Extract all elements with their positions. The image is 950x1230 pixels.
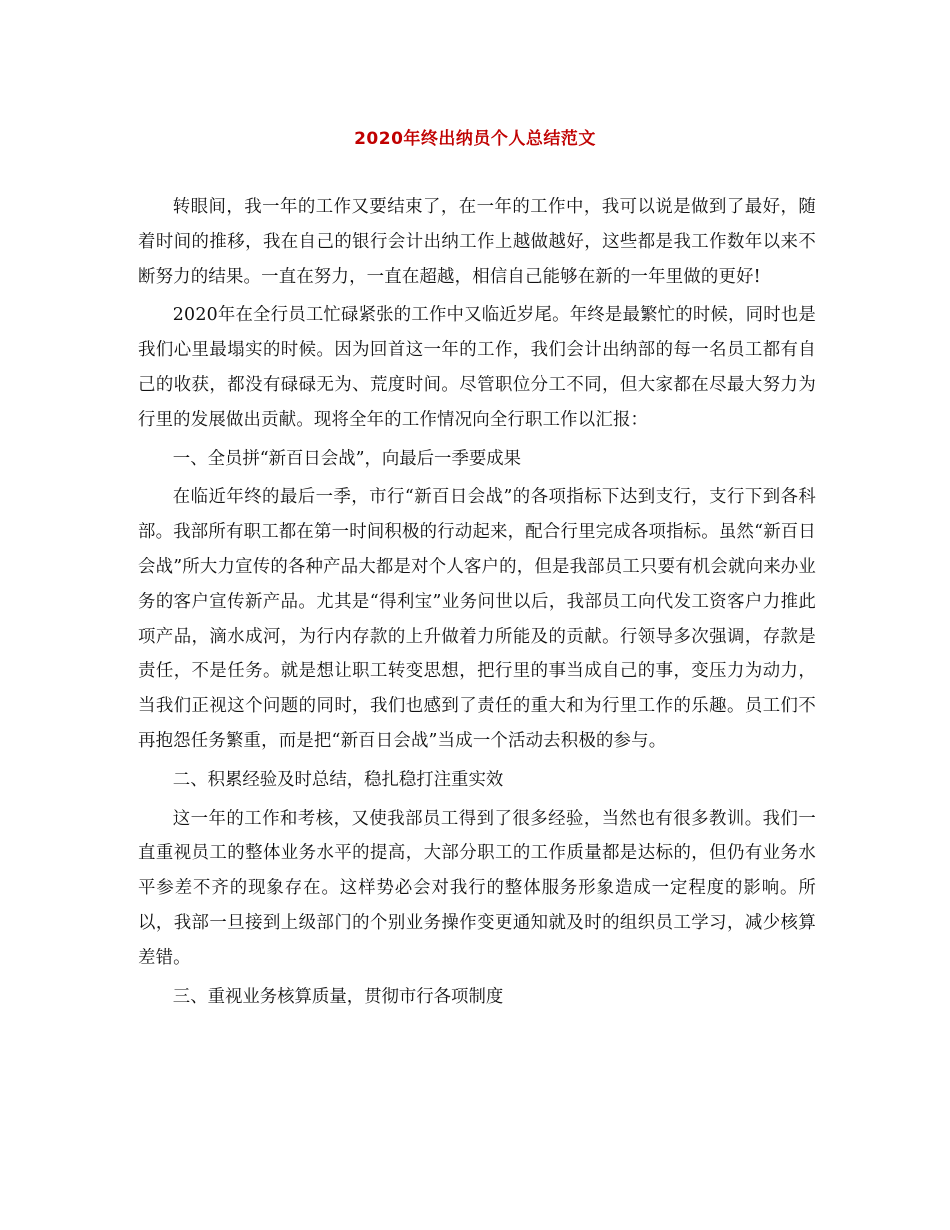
paragraph-overview: 2020年在全行员工忙碌紧张的工作中又临近岁尾。年终是最繁忙的时候，同时也是我们心里最塌实的时候。因为回首这一年的工作，我们会计出纳部的每一名员工都有自己的收获，都没有碌碌无为、荒度时间。尽管职位分工不同，但大家都在尽最大努力为行里的发展做出贡献。现将全年的工作情况向全行职工作以汇报：	[138, 305, 816, 430]
document-body	[138, 190, 816, 1018]
document-title: 2020年终出纳员个人总结范文	[354, 129, 596, 149]
section-heading-1: 一、全员拼“新百日会战”，向最后一季要成果	[172, 448, 522, 469]
section-heading-3: 三、重视业务核算质量，贯彻市行各项制度	[172, 986, 504, 1007]
paragraph-section-2: 这一年的工作和考核，又使我部员工得到了很多经验，当然也有很多教训。我们一直重视员工的整体业务水平的提高，大部分职工的工作质量都是达标的，但仍有业务水平参差不齐的现象存在。这样势必会对我行的整体服务形象造成一定程度的影响。所以，我部一旦接到上级部门的个别业务操作变更通知就及时的组织员工学习，减少核算差错。	[138, 808, 816, 968]
section-heading-2: 二、积累经验及时总结，稳扎稳打注重实效	[172, 769, 504, 790]
paragraph-intro: 转眼间，我一年的工作又要结束了，在一年的工作中，我可以说是做到了最好，随着时间的推移，我在自己的银行会计出纳工作上越做越好，这些都是我工作数年以来不断努力的结果。一直在努力，一直在超越，相信自己能够在新的一年里做的更好!	[138, 197, 816, 287]
paragraph-section-1: 在临近年终的最后一季，市行“新百日会战”的各项指标下达到支行，支行下到各科部。我部所有职工都在第一时间积极的行动起来，配合行里完成各项指标。虽然“新百日会战”所大力宣传的各种产品大都是对个人客户的，但是我部员工只要有机会就向来办业务的客户宣传新产品。尤其是“得利宝”业务问世以后，我部员工向代发工资客户力推此项产品，滴水成河，为行内存款的上升做着力所能及的贡献。行领导多次强调，存款是责任，不是任务。就是想让职工转变思想，把行里的事当成自己的事，变压力为动力，当我们正视这个问题的同时，我们也感到了责任的重大和为行里工作的乐趣。员工们不再抱怨任务繁重，而是把“新百日会战”当成一个活动去积极的参与。	[138, 487, 816, 751]
